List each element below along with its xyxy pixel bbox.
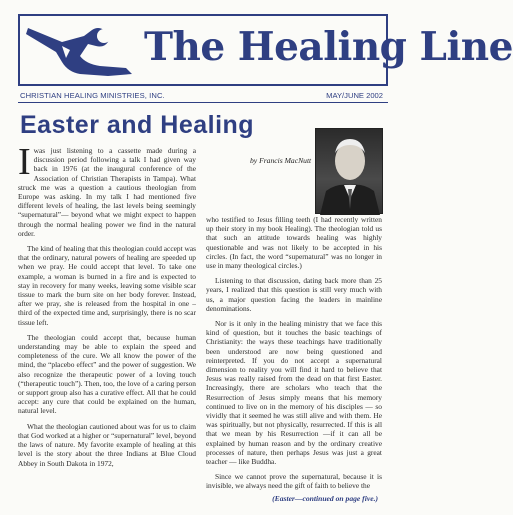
drop-cap: I [18,141,31,183]
masthead-rule [18,102,388,103]
article-column-right [206,215,382,497]
logo-box [18,14,513,86]
organization-name: CHRISTIAN HEALING MINISTRIES, INC. [20,91,165,100]
article-byline: by Francis MacNutt [250,156,312,165]
paragraph: Listening to that discussion, dating back more than 25 years, I realized that this question is still very much with us, a major question facing the leaders in mainline denominations. [206,276,382,313]
paragraph: The kind of healing that this theologian could accept was that the ordinary, natural powers of healing are speeded up when we pray. He could accept that level. To take one example, a woman is burned in a fire and is expected to stay in recovery for many weeks, leaving some visible scar tissue to mark the burn site on her body forever. Instead, after we pray, she is released from the hospital in one – third of the expected time and, surprisingly, there is no scar tissue left. [18,244,196,327]
paragraph [18,141,196,238]
author-portrait [315,128,383,214]
paragraph: The theologian could accept that, because human understanding may be able to explain the speed and completeness of the cure. We all know the power of the mind, the “placebo effect” and the power of suggestion. We also recognize the therapeutic power of a loving touch (“therapeutic touch”). Then, too, the love of a caring person or support group also has a curative effect. All that he could accept: any cure that could be explained on the human, natural level. [18,332,196,416]
issue-date: MAY/JUNE 2002 [326,91,383,100]
paragraph-text: was just listening to a cassette made during a discussion period following a talk I had given way back in 1976 (at the inaugural conference of the Association of Christian Therapists in Tampa). What struck me was a question a cautious theologian from Europe was asking. In my talk I had mentioned five different levels of healing, the last levels being seemingly “supernatural”— beyond what we might expect to happen through the normal healing power we find in the natural order. [18,146,196,238]
author-portrait-drawing [316,129,384,215]
paragraph: who testified to Jesus filling teeth (I had recently written up their story in my book Healing). The theologian told us that such an attitude towards healing was highly questionable and was not likely to be accepted in his circles. (In fact, the word “supernatural” was no longer in use in many theological circles.) [206,215,382,271]
paragraph: What the theologian cautioned about was for us to claim that God worked at a higher or “supernatural” level, beyond the laws of nature. My favorite example of healing at this level is the story about the three Indians at Blue Cloud Abbey in South Dakota in 1972, [18,421,196,468]
paragraph: Nor is it only in the healing ministry that we face this kind of question, but it touches the basic teachings of Christianity: the ways these teachings have traditionally been understood are now being questioned and reinterpreted. If you do not accept a supernatural dimension to reality you will find it hard to believe that Jesus was really raised from the dead on that first Easter. Increasingly, there are scholars who teach that the Resurrection of Jesus simply means that his memory continued to live on in the memory of his disciples — so vividly that it seemed he was still alive and with them. He was spiritually, but not physically, resurrected. If this is all that we mean by his Resurrection —if it can all be explained by human reason and by the ordinary creative processes of nature, then perhaps Jesus was just a great teacher — like Buddha. [206,319,382,467]
healing-figure-icon [22,22,138,82]
masthead [18,14,513,102]
article-column-left [18,141,196,474]
paragraph: Since we cannot prove the supernatural, because it is invisible, we always need the gift of faith to believe the [206,472,382,491]
article-headline: Easter and Healing [20,111,255,139]
masthead-title: The Healing Line [144,24,513,70]
continued-note: (Easter—continued on page five.) [272,494,378,503]
